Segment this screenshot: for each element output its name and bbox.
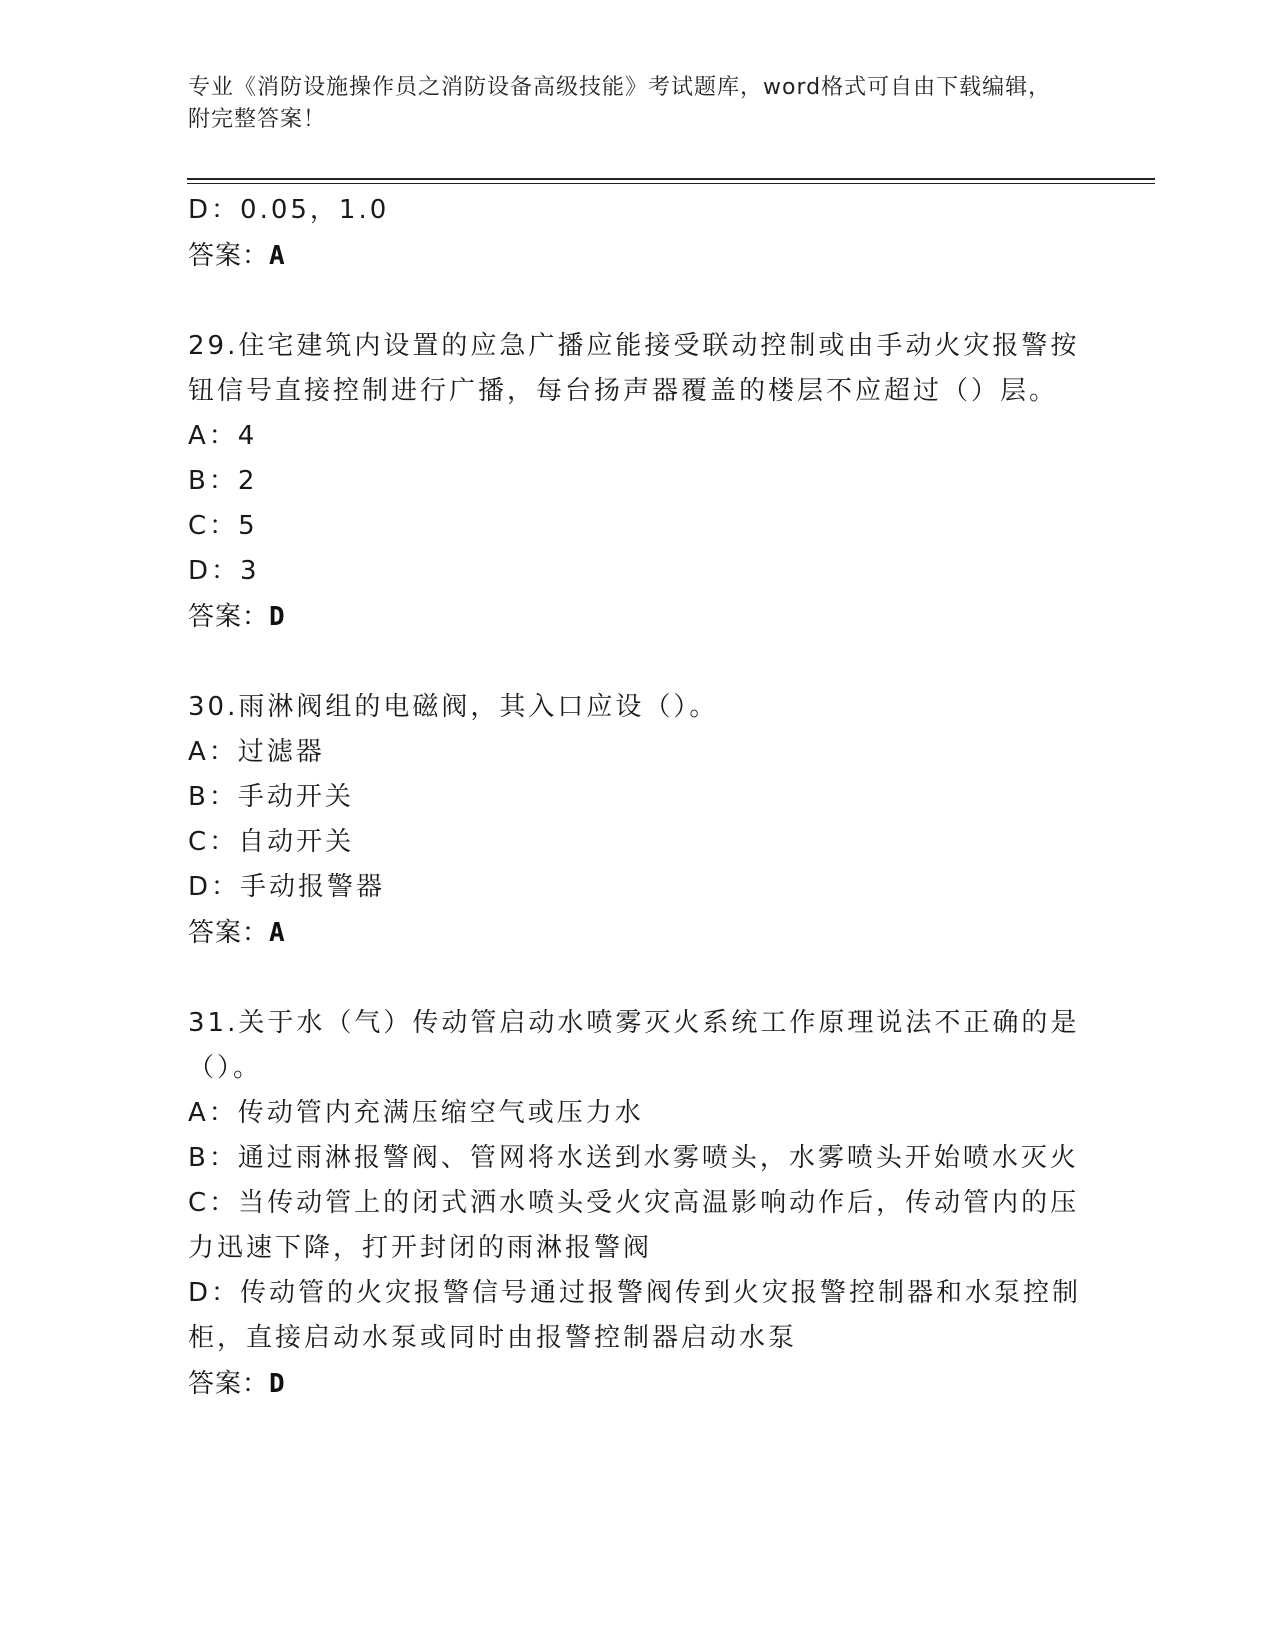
prev-option-d: D：0.05，1.0 xyxy=(188,195,390,225)
option-b: B：通过雨淋报警阀、管网将水送到水雾喷头，水雾喷头开始喷水灭火 xyxy=(188,1143,1079,1173)
option-d-continued: 柜，直接启动水泵或同时由报警控制器启动水泵 xyxy=(188,1323,798,1353)
answer-value: A xyxy=(269,241,286,271)
option-c: C：当传动管上的闭式洒水喷头受火灾高温影响动作后，传动管内的压 xyxy=(188,1188,1080,1218)
question-stem-line: 钮信号直接控制进行广播，每台扬声器覆盖的楼层不应超过（）层。 xyxy=(188,376,1059,406)
answer xyxy=(188,910,1088,956)
spacer xyxy=(188,956,1088,1001)
question-29 xyxy=(188,324,1088,640)
answer xyxy=(188,1361,1088,1407)
question-stem-line: 30.雨淋阀组的电磁阀，其入口应设（）。 xyxy=(188,692,719,722)
option-a: A：传动管内充满压缩空气或压力水 xyxy=(188,1098,644,1128)
prev-answer xyxy=(188,233,1088,279)
option-c: C：自动开关 xyxy=(188,827,355,857)
question-stem-line: （）。 xyxy=(188,1053,263,1083)
answer-value: D xyxy=(269,602,286,632)
answer-label: 答案： xyxy=(188,241,270,271)
spacer xyxy=(188,279,1088,324)
answer-value: A xyxy=(269,918,286,948)
option-d: D：传动管的火灾报警信号通过报警阀传到火灾报警控制器和水泵控制 xyxy=(188,1278,1082,1308)
answer xyxy=(188,594,1088,640)
question-31 xyxy=(188,1001,1088,1407)
option-a: A：4 xyxy=(188,421,258,451)
option-d: D：3 xyxy=(188,556,260,586)
question-stem-line: 29.住宅建筑内设置的应急广播应能接受联动控制或由手动火灾报警按 xyxy=(188,331,1080,361)
header-rule-thick xyxy=(187,178,1155,180)
answer-label: 答案： xyxy=(188,602,270,632)
option-d: D：手动报警器 xyxy=(188,872,386,902)
document-header: 专业《消防设施操作员之消防设备高级技能》考试题库，word格式可自由下载编辑，附完整答案！ xyxy=(188,75,1052,132)
question-stem-line: 31.关于水（气）传动管启动水喷雾灭火系统工作原理说法不正确的是 xyxy=(188,1008,1080,1038)
answer-value: D xyxy=(269,1369,286,1399)
answer-label: 答案： xyxy=(188,1369,270,1399)
option-a: A：过滤器 xyxy=(188,737,325,767)
answer-label: 答案： xyxy=(188,918,270,948)
option-c: C：5 xyxy=(188,511,258,541)
spacer xyxy=(188,640,1088,685)
question-content xyxy=(188,188,1088,1407)
option-b: B：2 xyxy=(188,466,258,496)
option-c-continued: 力迅速下降，打开封闭的雨淋报警阀 xyxy=(188,1233,653,1263)
question-30 xyxy=(188,685,1088,956)
option-b: B：手动开关 xyxy=(188,782,354,812)
header-rule-thin xyxy=(187,183,1155,184)
